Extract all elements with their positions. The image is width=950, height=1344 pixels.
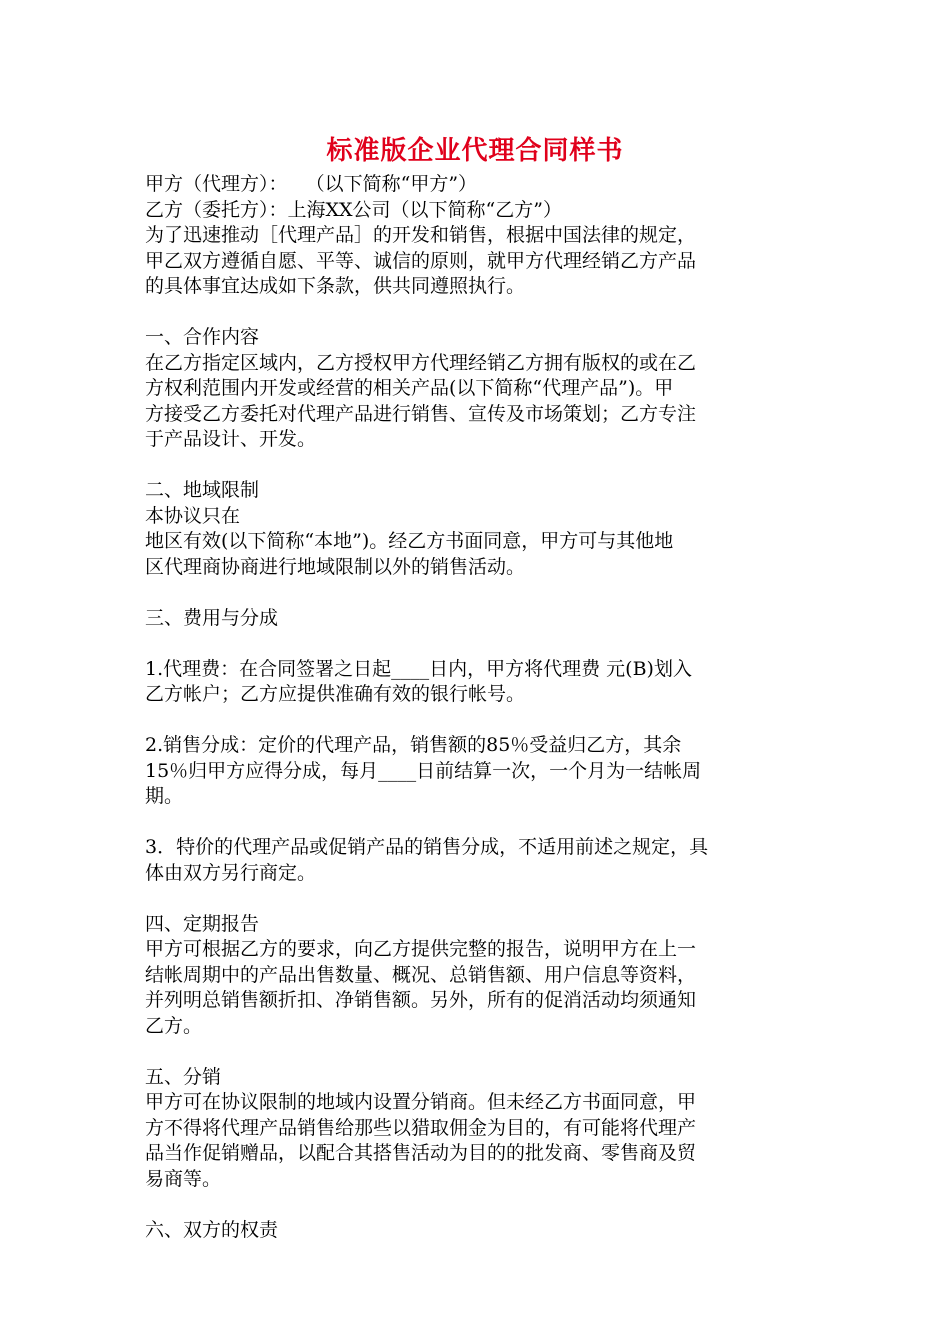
party-a-line: 甲方（代理方）： （以下简称“甲方”） [145,173,478,195]
paragraph-gap [145,453,810,479]
section-line: 乙方。 [145,1014,203,1037]
fee-item-line: 乙方帐户；乙方应提供准确有效的银行帐号。 [145,683,526,705]
paragraph-gap [145,631,810,657]
paragraph-gap [145,1039,810,1065]
section-line: 地区有效(以下简称“本地”)。经乙方书面同意，甲方可与其他地 [145,530,674,552]
section-line: 在乙方指定区域内，乙方授权甲方代理经销乙方拥有版权的或在乙 [145,351,697,374]
fee-item-line: 体由双方另行商定。 [145,861,317,884]
section-heading-cooperation: 一、合作内容 [145,326,260,348]
section-line: 甲方可根据乙方的要求，向乙方提供完整的报告，说明甲方在上一 [145,938,697,960]
section-heading-rights: 六、双方的权责 [145,1218,279,1241]
section-line: 甲方可在协议限制的地域内设置分销商。但未经乙方书面同意，甲 [145,1091,697,1113]
fee-item-line: 2.销售分成：定价的代理产品，销售额的85％受益归乙方，其余 [145,734,682,756]
fee-item-line: 3．特价的代理产品或促销产品的销售分成，不适用前述之规定，具 [145,836,709,858]
document-body [145,172,810,1243]
intro-line: 为了迅速推动［代理产品］的开发和销售，根据中国法律的规定， [145,224,697,246]
intro-line: 甲乙双方遵循自愿、平等、诚信的原则，就甲方代理经销乙方产品 [145,249,697,272]
section-line: 于产品设计、开发。 [145,428,317,450]
section-heading-territory: 二、地域限制 [145,479,260,501]
section-heading-reports: 四、定期报告 [145,912,260,935]
section-heading-distribution: 五、分销 [145,1065,222,1088]
intro-line: 的具体事宜达成如下条款，供共同遵照执行。 [145,275,526,297]
section-line: 方不得将代理产品销售给那些以猎取佣金为目的，有可能将代理产 [145,1116,697,1139]
section-line: 结帐周期中的产品出售数量、概况、总销售额、用户信息等资料， [145,963,697,986]
paragraph-gap [145,810,810,836]
paragraph-gap [145,580,810,606]
fee-item-line: 期。 [145,785,184,807]
section-line: 区代理商协商进行地域限制以外的销售活动。 [145,555,526,578]
party-b-line: 乙方（委托方）：上海XX公司（以下简称“乙方”） [145,198,562,221]
section-line: 品当作促销赠品，以配合其搭售活动为目的的批发商、零售商及贸 [145,1142,697,1164]
section-line: 易商等。 [145,1167,222,1190]
section-heading-fees: 三、费用与分成 [145,606,279,629]
paragraph-gap [145,708,810,734]
section-line: 本协议只在 [145,504,241,527]
section-line: 方接受乙方委托对代理产品进行销售、宣传及市场策划；乙方专注 [145,402,697,425]
fee-item-line: 15％归甲方应得分成，每月____日前结算一次，一个月为一结帐周 [145,759,702,782]
paragraph-gap [145,886,810,912]
paragraph-gap [145,1192,810,1218]
document-title: 标准版企业代理合同样书 [326,136,624,166]
paragraph-gap [145,300,810,326]
section-line: 方权利范围内开发或经营的相关产品(以下简称“代理产品”)。甲 [145,377,674,399]
fee-item-line: 1.代理费：在合同签署之日起____日内，甲方将代理费 元(B)划入 [145,657,692,680]
section-line: 并列明总销售额折扣、净销售额。另外，所有的促消活动均须通知 [145,989,697,1011]
